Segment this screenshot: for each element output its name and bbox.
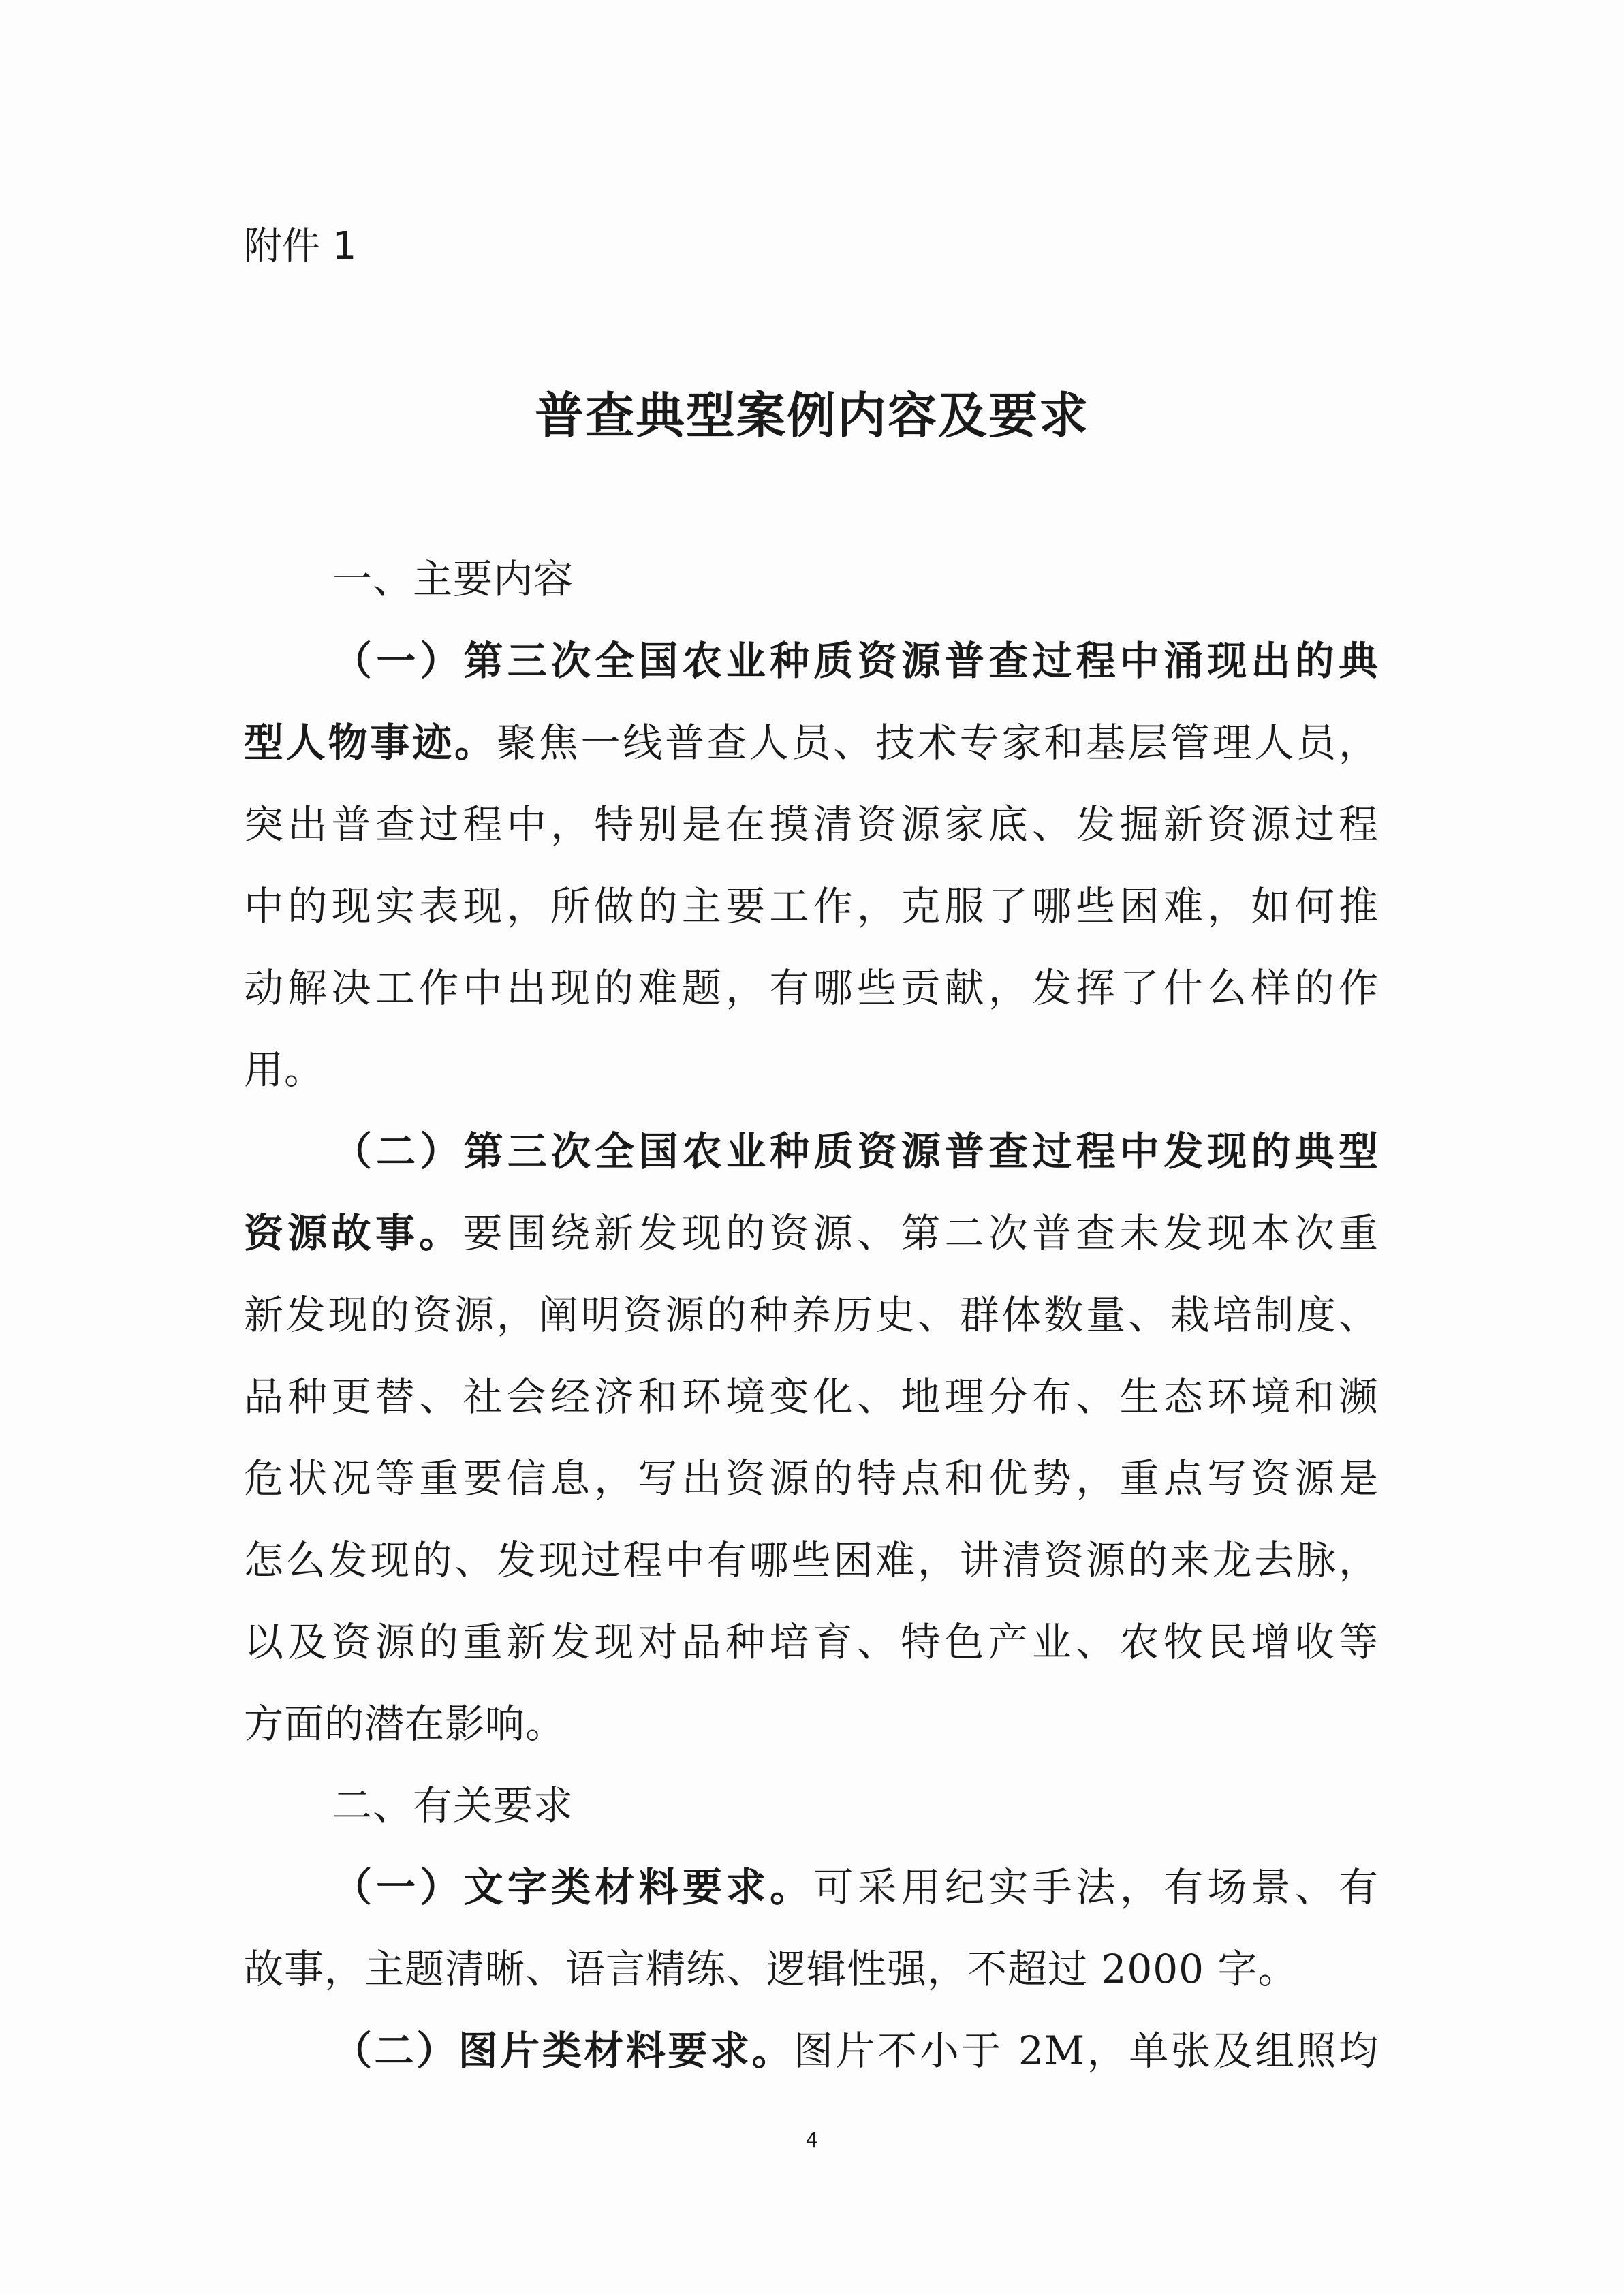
attachment-label: 附件 1 (244, 224, 357, 268)
paragraph-text: 聚焦一线普查人员、技术专家和基层管理人员， (496, 719, 1379, 766)
page-number: 4 (805, 2128, 819, 2152)
paragraph-line: 方面的潜在影响。 (244, 1701, 566, 1747)
section-heading-requirements: 二、有关要求 (332, 1782, 574, 1829)
paragraph-line (244, 702, 1379, 784)
paragraph-line: 怎么发现的、发现过程中有哪些困难，讲清资源的来龙去脉， (244, 1537, 1379, 1583)
paragraph-line: 中的现实表现，所做的主要工作，克服了哪些困难，如何推 (244, 883, 1379, 929)
document-body (244, 538, 1379, 2092)
bold-lead: （二）图片类材料要求。 (332, 2028, 794, 2074)
paragraph-line: 动解决工作中出现的难题，有哪些贡献，发挥了什么样的作 (244, 965, 1379, 1011)
paragraph-line: 用。 (244, 1047, 325, 1093)
paragraph-text: 要围绕新发现的资源、第二次普查未发现本次重 (463, 1210, 1379, 1256)
paragraph-line: （二）第三次全国农业种质资源普查过程中发现的典型 (332, 1128, 1379, 1175)
bold-lead: 型人物事迹。 (244, 719, 497, 766)
paragraph-line: （一）第三次全国农业种质资源普查过程中涌现出的典 (332, 638, 1379, 684)
paragraph-line: 突出普查过程中，特别是在摸清资源家底、发掘新资源过程 (244, 801, 1379, 848)
section-heading-main-content: 一、主要内容 (332, 556, 574, 602)
paragraph-line: 品种更替、社会经济和环境变化、地理分布、生态环境和濒 (244, 1374, 1379, 1420)
document-title: 普查典型案例内容及要求 (534, 387, 1089, 444)
bold-lead: （一）文字类材料要求。 (332, 1864, 814, 1910)
bold-lead: 资源故事。 (244, 1210, 463, 1256)
paragraph-text: 可采用纪实手法，有场景、有 (813, 1864, 1379, 1910)
paragraph-text: 图片不小于 2M，单张及组照均 (794, 2028, 1379, 2074)
paragraph-line (244, 1192, 1379, 1274)
paragraph-line (244, 1846, 1379, 1928)
paragraph-line: 故事，主题清晰、语言精练、逻辑性强，不超过 2000 字。 (244, 1946, 1298, 1992)
paragraph-line (244, 2010, 1379, 2092)
paragraph-line: 危状况等重要信息，写出资源的特点和优势，重点写资源是 (244, 1455, 1379, 1502)
paragraph-line: 以及资源的重新发现对品种培育、特色产业、农牧民增收等 (244, 1619, 1379, 1665)
paragraph-line: 新发现的资源，阐明资源的种养历史、群体数量、栽培制度、 (244, 1292, 1379, 1338)
